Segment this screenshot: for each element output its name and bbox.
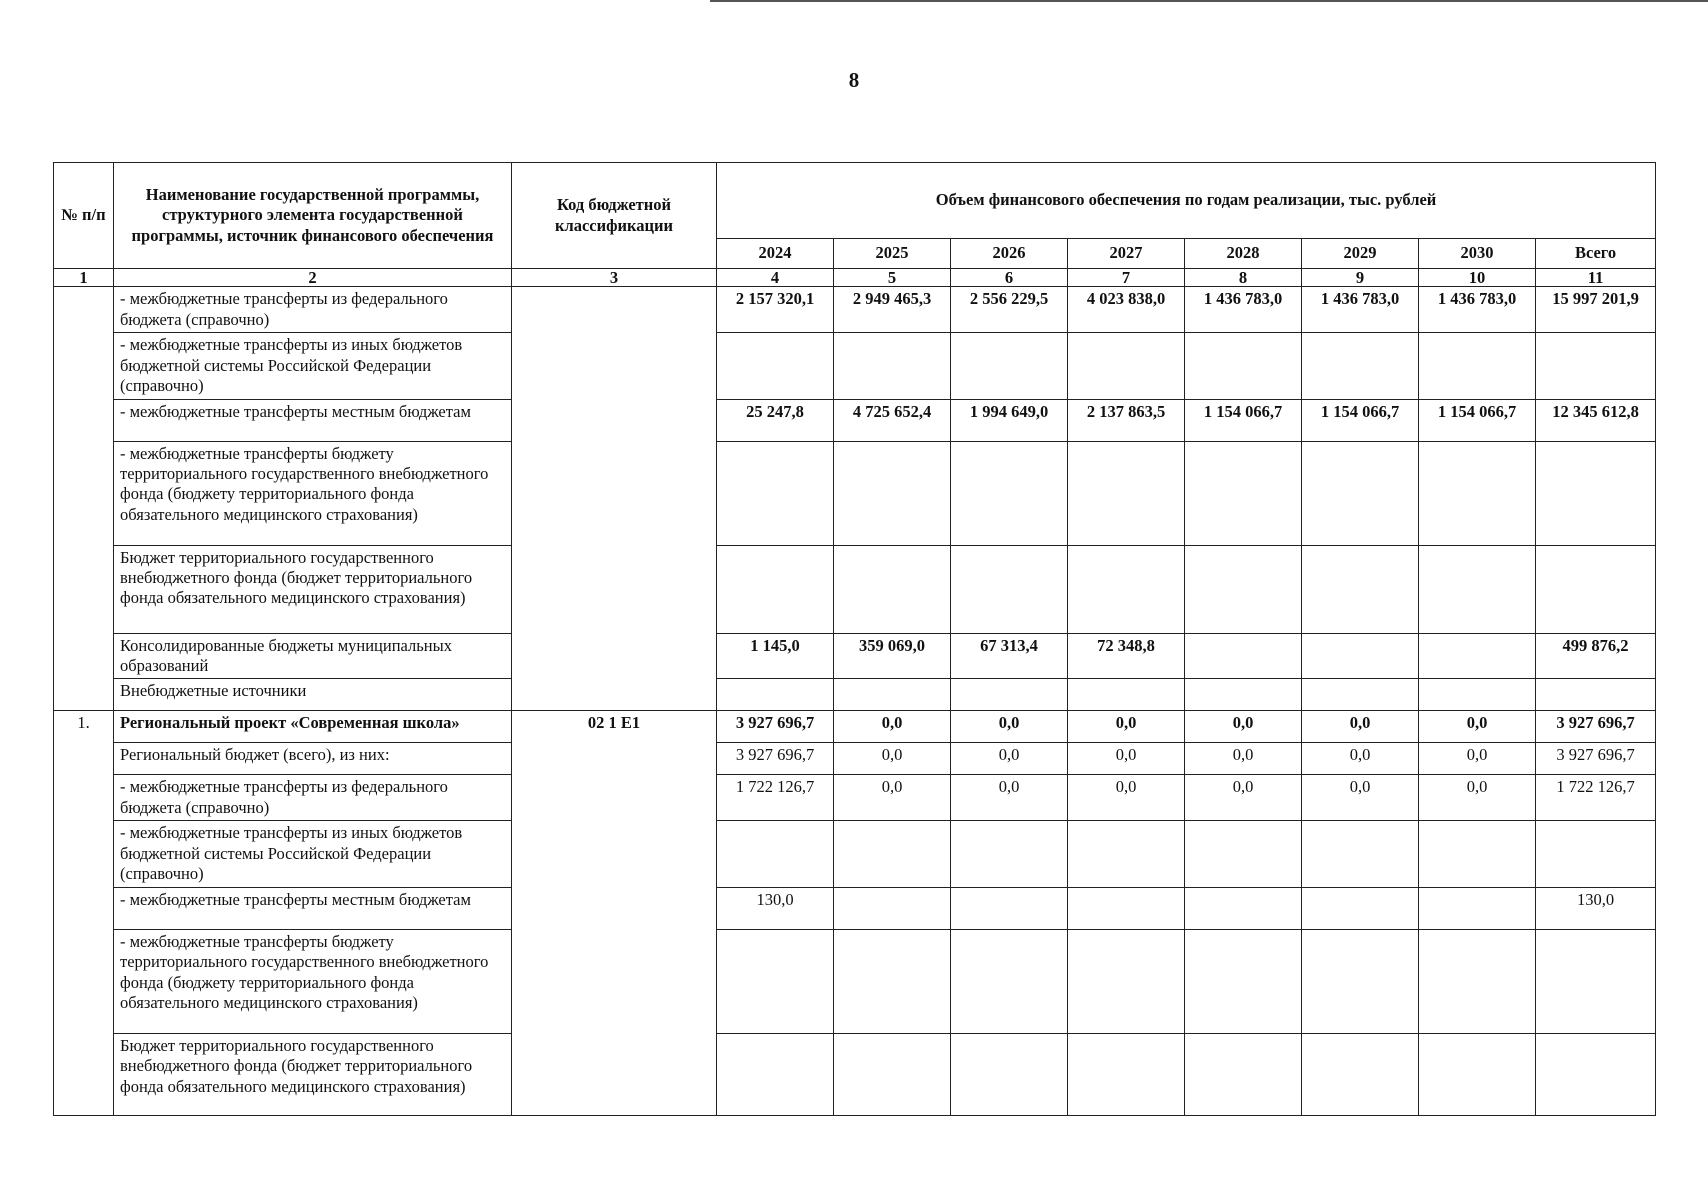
- cell-year-value: [717, 1033, 834, 1115]
- row-label: - межбюджетные трансферты из федерального бюджета (справочно): [114, 287, 512, 333]
- cell-total: 130,0: [1536, 887, 1656, 929]
- cell-year-value: 359 069,0: [834, 633, 951, 679]
- cell-year-value: [717, 929, 834, 1033]
- row-label: Региональный проект «Современная школа»: [114, 711, 512, 743]
- row-label: - межбюджетные трансферты из федерального бюджета (справочно): [114, 775, 512, 821]
- cell-year-value: 0,0: [951, 743, 1068, 775]
- column-number-row: [54, 269, 1656, 287]
- cell-year-value: 4 725 652,4: [834, 399, 951, 441]
- cell-year-value: 0,0: [1068, 775, 1185, 821]
- cell-year-value: [1302, 333, 1419, 399]
- cell-year-value: 0,0: [1419, 743, 1536, 775]
- header-year: 2027: [1068, 239, 1185, 269]
- table-row: [54, 633, 1656, 679]
- cell-year-value: [834, 441, 951, 545]
- cell-total: 1 722 126,7: [1536, 775, 1656, 821]
- table-row: [54, 679, 1656, 711]
- header-year: 2026: [951, 239, 1068, 269]
- cell-year-value: 0,0: [1302, 775, 1419, 821]
- cell-year-value: 1 154 066,7: [1419, 399, 1536, 441]
- cell-total: 3 927 696,7: [1536, 711, 1656, 743]
- cell-total: 499 876,2: [1536, 633, 1656, 679]
- cell-year-value: [951, 545, 1068, 633]
- column-number: 3: [512, 269, 717, 287]
- column-number: 2: [114, 269, 512, 287]
- table-row: [54, 711, 1656, 743]
- header-num: № п/п: [54, 163, 114, 269]
- row-index: 1.: [54, 711, 114, 1115]
- cell-year-value: [951, 887, 1068, 929]
- header-code: Код бюджетной классификации: [512, 163, 717, 269]
- header-year: 2028: [1185, 239, 1302, 269]
- column-number: 5: [834, 269, 951, 287]
- cell-total: [1536, 821, 1656, 887]
- cell-year-value: 4 023 838,0: [1068, 287, 1185, 333]
- cell-year-value: [1068, 679, 1185, 711]
- cell-year-value: [1302, 545, 1419, 633]
- row-label: - межбюджетные трансферты из иных бюджетов бюджетной системы Российской Федерации (справочно): [114, 333, 512, 399]
- table-row: [54, 887, 1656, 929]
- cell-year-value: [1068, 1033, 1185, 1115]
- cell-year-value: [951, 929, 1068, 1033]
- cell-year-value: [1185, 441, 1302, 545]
- cell-year-value: [951, 1033, 1068, 1115]
- cell-year-value: [1302, 929, 1419, 1033]
- cell-year-value: [1185, 887, 1302, 929]
- cell-year-value: 0,0: [1185, 775, 1302, 821]
- row-label: Бюджет территориального государственного внебюджетного фонда (бюджет территориального фонда обязательного медицинского страхования): [114, 545, 512, 633]
- cell-year-value: 0,0: [951, 775, 1068, 821]
- cell-year-value: [717, 545, 834, 633]
- cell-year-value: 130,0: [717, 887, 834, 929]
- cell-year-value: [1068, 545, 1185, 633]
- cell-year-value: 0,0: [1302, 743, 1419, 775]
- cell-year-value: [1302, 679, 1419, 711]
- cell-year-value: [834, 333, 951, 399]
- table-row: [54, 775, 1656, 821]
- cell-year-value: [1185, 545, 1302, 633]
- cell-year-value: 1 436 783,0: [1302, 287, 1419, 333]
- cell-total: [1536, 441, 1656, 545]
- cell-year-value: [1068, 821, 1185, 887]
- row-label: - межбюджетные трансферты местным бюджетам: [114, 887, 512, 929]
- cell-year-value: 0,0: [1068, 743, 1185, 775]
- cell-total: 3 927 696,7: [1536, 743, 1656, 775]
- row-label: Консолидированные бюджеты муниципальных образований: [114, 633, 512, 679]
- cell-year-value: [1419, 679, 1536, 711]
- cell-year-value: [1419, 1033, 1536, 1115]
- cell-year-value: 1 722 126,7: [717, 775, 834, 821]
- cell-year-value: [1302, 1033, 1419, 1115]
- cell-year-value: [1419, 333, 1536, 399]
- cell-total: 12 345 612,8: [1536, 399, 1656, 441]
- cell-year-value: 1 436 783,0: [1185, 287, 1302, 333]
- cell-year-value: [1068, 441, 1185, 545]
- cell-year-value: 3 927 696,7: [717, 711, 834, 743]
- cell-year-value: [834, 929, 951, 1033]
- column-number: 7: [1068, 269, 1185, 287]
- budget-table: [53, 162, 1656, 1116]
- row-label: - межбюджетные трансферты из иных бюджетов бюджетной системы Российской Федерации (справочно): [114, 821, 512, 887]
- cell-year-value: 0,0: [1419, 775, 1536, 821]
- cell-year-value: [834, 679, 951, 711]
- cell-year-value: [1419, 441, 1536, 545]
- cell-year-value: [1419, 633, 1536, 679]
- cell-year-value: 0,0: [1419, 711, 1536, 743]
- cell-year-value: 1 994 649,0: [951, 399, 1068, 441]
- cell-total: [1536, 929, 1656, 1033]
- row-label: Региональный бюджет (всего), из них:: [114, 743, 512, 775]
- cell-year-value: [1185, 679, 1302, 711]
- column-number: 1: [54, 269, 114, 287]
- cell-total: [1536, 333, 1656, 399]
- cell-year-value: [1419, 821, 1536, 887]
- cell-year-value: [951, 333, 1068, 399]
- cell-year-value: [951, 679, 1068, 711]
- cell-year-value: [834, 887, 951, 929]
- cell-year-value: 1 154 066,7: [1185, 399, 1302, 441]
- cell-year-value: [1068, 887, 1185, 929]
- cell-year-value: [834, 1033, 951, 1115]
- cell-year-value: [951, 821, 1068, 887]
- header-year: 2025: [834, 239, 951, 269]
- cell-total: [1536, 1033, 1656, 1115]
- cell-total: [1536, 679, 1656, 711]
- cell-year-value: [1302, 633, 1419, 679]
- column-number: 9: [1302, 269, 1419, 287]
- top-rule: [710, 0, 1708, 2]
- cell-year-value: 0,0: [834, 711, 951, 743]
- cell-year-value: [1068, 929, 1185, 1033]
- column-number: 11: [1536, 269, 1656, 287]
- table-row: [54, 545, 1656, 633]
- row-label: Бюджет территориального государственного внебюджетного фонда (бюджет территориального фонда обязательного медицинского страхования): [114, 1033, 512, 1115]
- table-row: [54, 287, 1656, 333]
- cell-year-value: 0,0: [1185, 743, 1302, 775]
- cell-year-value: [1068, 333, 1185, 399]
- budget-code: 02 1 E1: [512, 711, 717, 1115]
- cell-year-value: 0,0: [951, 711, 1068, 743]
- cell-year-value: [1419, 887, 1536, 929]
- cell-year-value: 2 157 320,1: [717, 287, 834, 333]
- budget-code: [512, 287, 717, 711]
- cell-year-value: [1302, 887, 1419, 929]
- cell-total: 15 997 201,9: [1536, 287, 1656, 333]
- cell-year-value: 1 154 066,7: [1302, 399, 1419, 441]
- cell-year-value: [717, 821, 834, 887]
- table-row: [54, 821, 1656, 887]
- cell-year-value: 3 927 696,7: [717, 743, 834, 775]
- row-label: - межбюджетные трансферты бюджету территориального государственного внебюджетного фонда (бюджету территориального фонда обязательного медицинского страхования): [114, 929, 512, 1033]
- cell-year-value: [1302, 441, 1419, 545]
- header-year: 2024: [717, 239, 834, 269]
- row-label: - межбюджетные трансферты местным бюджетам: [114, 399, 512, 441]
- header-year: 2029: [1302, 239, 1419, 269]
- table-row: [54, 1033, 1656, 1115]
- cell-year-value: [717, 679, 834, 711]
- header-total: Всего: [1536, 239, 1656, 269]
- table-row: [54, 929, 1656, 1033]
- cell-year-value: 67 313,4: [951, 633, 1068, 679]
- cell-year-value: 25 247,8: [717, 399, 834, 441]
- cell-year-value: 1 436 783,0: [1419, 287, 1536, 333]
- cell-year-value: 2 949 465,3: [834, 287, 951, 333]
- cell-year-value: [1185, 821, 1302, 887]
- header-volume: Объем финансового обеспечения по годам реализации, тыс. рублей: [717, 163, 1656, 239]
- cell-year-value: 2 556 229,5: [951, 287, 1068, 333]
- column-number: 6: [951, 269, 1068, 287]
- cell-year-value: 2 137 863,5: [1068, 399, 1185, 441]
- row-label: Внебюджетные источники: [114, 679, 512, 711]
- header-name: Наименование государственной программы, структурного элемента государственной программы, источник финансового обеспечения: [114, 163, 512, 269]
- cell-year-value: 0,0: [834, 743, 951, 775]
- cell-year-value: 0,0: [834, 775, 951, 821]
- cell-year-value: 0,0: [1302, 711, 1419, 743]
- table-row: [54, 743, 1656, 775]
- cell-year-value: [1419, 929, 1536, 1033]
- cell-year-value: [834, 821, 951, 887]
- cell-year-value: [1185, 633, 1302, 679]
- table-row: [54, 441, 1656, 545]
- cell-year-value: [1185, 333, 1302, 399]
- cell-year-value: [951, 441, 1068, 545]
- row-index: [54, 287, 114, 711]
- cell-year-value: [1185, 929, 1302, 1033]
- cell-year-value: 0,0: [1185, 711, 1302, 743]
- cell-year-value: [834, 545, 951, 633]
- table-row: [54, 333, 1656, 399]
- cell-year-value: [717, 333, 834, 399]
- cell-year-value: 1 145,0: [717, 633, 834, 679]
- cell-year-value: 0,0: [1068, 711, 1185, 743]
- cell-total: [1536, 545, 1656, 633]
- cell-year-value: [717, 441, 834, 545]
- cell-year-value: [1302, 821, 1419, 887]
- row-label: - межбюджетные трансферты бюджету территориального государственного внебюджетного фонда (бюджету территориального фонда обязательного медицинского страхования): [114, 441, 512, 545]
- cell-year-value: 72 348,8: [1068, 633, 1185, 679]
- column-number: 4: [717, 269, 834, 287]
- header-year: 2030: [1419, 239, 1536, 269]
- column-number: 10: [1419, 269, 1536, 287]
- column-number: 8: [1185, 269, 1302, 287]
- cell-year-value: [1419, 545, 1536, 633]
- cell-year-value: [1185, 1033, 1302, 1115]
- table-row: [54, 399, 1656, 441]
- page-number: 8: [848, 68, 860, 92]
